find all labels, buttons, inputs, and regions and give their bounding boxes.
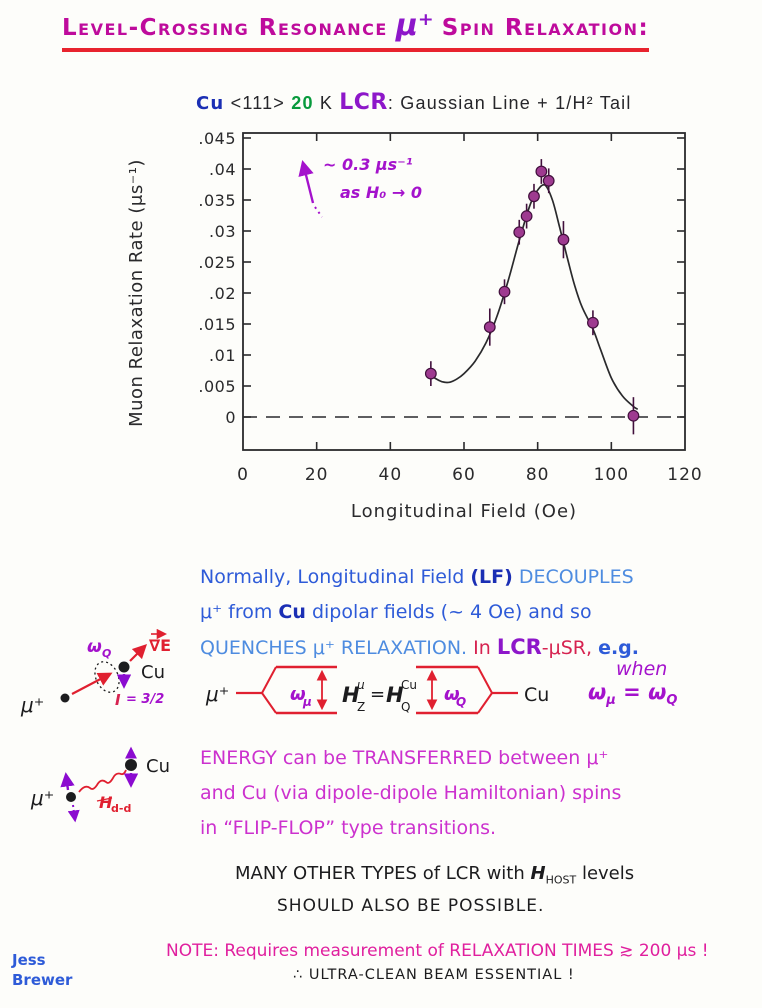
paragraph-line	[200, 595, 748, 630]
omega-q-sub: Q	[102, 647, 112, 660]
text-run: LCR	[496, 635, 542, 659]
text-run: (LF)	[470, 566, 513, 588]
lcr-resonance-chart	[100, 125, 745, 530]
cu-label: Cu	[146, 756, 170, 777]
muon-label: μ⁺	[21, 693, 45, 717]
hamiltonian-quadrupole-sup: Cu	[401, 678, 417, 692]
paragraph-other-lcr-line1	[235, 863, 634, 887]
fit-curve	[435, 185, 638, 409]
spin-value-label: = 3/2	[126, 692, 165, 707]
y-tick-label: .015	[198, 315, 236, 334]
note-ultra-clean-beam: ∴ ULTRA-CLEAN BEAM ESSENTIAL !	[293, 967, 575, 983]
chart-title-cu: Cu	[196, 93, 225, 114]
y-tick-label: .005	[198, 377, 236, 396]
omega-mu-sub: μ	[606, 693, 616, 709]
signature-line2: Brewer	[12, 971, 73, 989]
omega-mu-label: ω	[290, 684, 306, 705]
chart-title-temperature: 20	[291, 93, 314, 113]
hamiltonian-zeeman-sub: Z	[357, 700, 366, 714]
omega-q: ω	[648, 680, 667, 704]
hamiltonian-zeeman-sup: μ	[357, 678, 365, 692]
when-label: when	[616, 658, 668, 680]
y-tick-label: .02	[209, 284, 236, 303]
hamiltonian-quadrupole: H	[386, 683, 404, 707]
x-tick-label: 120	[667, 465, 703, 485]
muon-spin-down-arrow	[73, 805, 75, 820]
data-point	[543, 175, 554, 186]
text-run: QUENCHES μ⁺ RELAXATION.	[200, 637, 468, 659]
diagram-dipole-flipflop	[5, 742, 200, 862]
paragraph-other-lcr-line2: SHOULD ALSO BE POSSIBLE.	[277, 896, 545, 916]
muon-label: μ⁺	[206, 682, 230, 706]
level-split-line	[262, 667, 276, 693]
resonance-equation	[588, 680, 677, 708]
omega-mu-sub: μ	[303, 695, 312, 709]
chart-title-orientation: <111>	[224, 93, 292, 113]
muon-label: μ⁺	[31, 786, 55, 810]
page-title	[62, 8, 649, 52]
annotation-line1: ~ 0.3 μs⁻¹	[323, 155, 413, 174]
hamiltonian-host: H	[530, 863, 546, 884]
author-signature	[12, 950, 72, 990]
dipole-coupling-wavy-line	[79, 770, 126, 792]
plot-box	[243, 133, 685, 450]
muon-dot	[61, 694, 70, 703]
muon-dot	[66, 792, 76, 802]
data-point	[499, 286, 510, 297]
data-point	[521, 211, 532, 222]
text-run: MANY OTHER TYPES of LCR with	[235, 863, 531, 884]
data-point	[628, 410, 639, 421]
paragraph-line	[200, 560, 748, 595]
annotation-arrow-tail	[315, 207, 322, 217]
omega-q-sub: Q	[666, 693, 678, 709]
omega-q-label: ω	[87, 637, 102, 657]
cu-dot	[125, 759, 137, 771]
spin-i-label: I	[115, 691, 121, 709]
omega-mu: ω	[588, 680, 607, 704]
hamiltonian-dd-label: H	[99, 793, 113, 812]
text-run: dipolar fields (~ 4 Oe) and so	[305, 601, 592, 623]
title-part1: Level-Crossing Resonance	[62, 15, 388, 41]
cu-dot	[119, 662, 130, 673]
annotation-line2: as H₀ → 0	[340, 183, 422, 202]
omega-q-sub: Q	[456, 695, 467, 709]
equals-sign: =	[615, 680, 649, 704]
equals-sign: =	[370, 684, 386, 705]
data-point	[536, 166, 547, 177]
y-tick-label: .025	[198, 253, 236, 272]
paragraph-energy-transfer	[200, 741, 760, 846]
x-axis-title: Longitudinal Field (Oe)	[350, 501, 578, 522]
cu-label: Cu	[141, 662, 165, 683]
cu-label: Cu	[524, 684, 550, 706]
text-run: Normally, Longitudinal Field	[200, 566, 471, 588]
text-run: levels	[576, 863, 635, 884]
title-part2: Spin Relaxation:	[441, 15, 650, 41]
paragraph-line: in “FLIP-FLOP” type transitions.	[200, 817, 497, 839]
text-run: -μSR,	[541, 637, 599, 659]
y-axis-title: Muon Relaxation Rate (μs⁻¹)	[126, 159, 147, 427]
title-mu-symbol: μ⁺	[395, 8, 434, 43]
level-merge-line	[478, 693, 492, 713]
omega-q-label: ω	[444, 684, 460, 705]
x-tick-label: 80	[525, 465, 550, 485]
x-tick-label: 100	[593, 465, 630, 485]
hamiltonian-zeeman: H	[342, 683, 360, 707]
paragraph-line: and Cu (via dipole-dipole Hamiltonian) spins	[200, 782, 622, 804]
note-relaxation-times: NOTE: Requires measurement of RELAXATION TIMES ≳ 200 μs !	[166, 941, 709, 961]
y-tick-label: .04	[209, 160, 236, 179]
grad-e-label: ∇E	[149, 636, 172, 655]
data-point	[588, 317, 599, 328]
hamiltonian-quadrupole-sub: Q	[401, 700, 411, 714]
data-point	[514, 227, 525, 238]
resonance-condition	[588, 658, 677, 708]
y-tick-label: .045	[198, 129, 236, 148]
diagram-energy-levels	[200, 650, 590, 745]
paragraph-line: ENERGY can be TRANSFERRED between μ⁺	[200, 747, 609, 769]
data-point	[426, 368, 437, 379]
chart-title-kelvin: K	[313, 93, 340, 113]
x-tick-label: 40	[378, 465, 403, 485]
y-tick-label: .03	[209, 222, 236, 241]
muon-spin-up-arrow	[66, 775, 68, 790]
data-point	[558, 234, 569, 245]
y-tick-label: .01	[209, 346, 236, 365]
hamiltonian-host-sub: HOST	[545, 873, 577, 887]
x-tick-label: 60	[452, 465, 476, 485]
text-run: DECOUPLES	[512, 566, 634, 588]
efg-arrow	[130, 646, 145, 661]
data-point	[484, 322, 495, 333]
annotation-arrow	[303, 163, 313, 203]
y-tick-label: 0	[225, 408, 236, 427]
text-run: Cu	[278, 601, 306, 623]
text-run: μ⁺ from	[200, 601, 279, 623]
hamiltonian-dd-sub: d-d	[111, 802, 132, 815]
level-split-line	[262, 693, 276, 713]
x-tick-label: 0	[237, 465, 249, 485]
x-tick-label: 20	[304, 465, 329, 485]
text-run: e.g.	[598, 637, 640, 659]
text-run: In	[467, 637, 497, 659]
data-point	[529, 191, 540, 202]
chart-title-lcr: LCR	[339, 90, 388, 115]
y-tick-label: .035	[198, 191, 236, 210]
chart-title-rest: : Gaussian Line + 1/H² Tail	[387, 93, 632, 113]
chart-title	[196, 90, 632, 115]
signature-line1: Jess	[12, 951, 46, 969]
level-merge-line	[478, 667, 492, 693]
diagram-quadrupole	[5, 628, 200, 743]
